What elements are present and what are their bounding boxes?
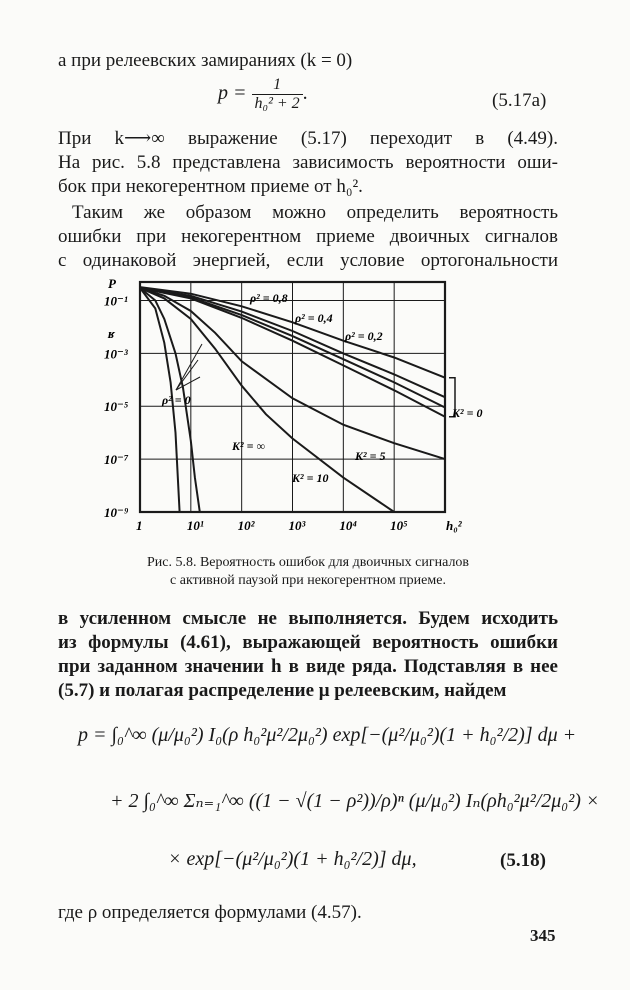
equation-5-18-line3: × exp[−(μ²/μ₀²)(1 + h₀²/2)] dμ, [168, 848, 417, 870]
text-line: При k⟶∞ выражение (5.17) переходит в (4.49). [58, 128, 558, 149]
fraction: $\frac{1}{\text{h₀² + 2}}$ [252, 76, 303, 113]
text-line: при заданном значении h в виде ряда. Подставляя в нее [58, 656, 558, 677]
chart-labels [104, 276, 482, 533]
curve-annotation: K² = 10 [292, 471, 329, 485]
equation-number: (5.18) [500, 850, 546, 871]
page-number: 345 [530, 926, 556, 945]
curve-annotation: K² = ∞ [232, 439, 265, 453]
text-line: На рис. 5.8 представлена зависимость вероятности оши- [58, 152, 558, 173]
y-axis-label: P [108, 276, 116, 291]
y-tick-label: 10⁻¹ [104, 293, 128, 309]
y-tick-label: 10⁻⁷ [104, 452, 129, 468]
figure-caption: Рис. 5.8. Вероятность ошибок для двоичных сигналов с активной паузой при некогерентном приеме. [146, 555, 470, 588]
curve-annotation: K² = 0 [452, 406, 483, 420]
text-line: бок при некогерентном приеме от h₀². [58, 176, 363, 197]
text-line: из формулы (4.61), выражающей вероятность ошибки [58, 632, 558, 653]
x-tick-label: h₀² [446, 518, 462, 533]
x-tick-label: 10³ [288, 518, 306, 533]
x-tick-label: 10⁴ [339, 518, 357, 533]
curve-annotation: ρ² = 0 [162, 393, 191, 407]
x-tick-label: 10¹ [186, 518, 204, 533]
y-tick-label: 10⁻⁵ [104, 399, 129, 415]
curve-annotation: ρ² = 0,8 [250, 291, 288, 305]
x-tick-label: 10² [237, 518, 255, 533]
text-line: Таким же образом можно определить вероятность [72, 202, 558, 223]
text-line: где ρ определяется формулами (4.57). [58, 902, 362, 923]
equation-5-17a: p = $\frac{1}{\text{h₀² + 2}}$ . [218, 76, 308, 112]
y-tick-label: 10⁻³ [104, 346, 128, 362]
equation-5-18-line2: + 2 ∫₀^∞ Σₙ₌₁^∞ ((1 − √(1 − ρ²))/ρ)ⁿ (μ/μ₀²) Iₙ(ρh₀²μ²/2μ₀²) × [110, 790, 600, 812]
y-axis-mark: ʁ [108, 326, 115, 341]
text-line: (5.7) и полагая распределение μ релеевским, найдем [58, 680, 507, 701]
equation-number: (5.17а) [492, 90, 547, 111]
text-line: с одинаковой энергией, если условие ортогональности [58, 250, 558, 271]
figure-5-8-chart [100, 272, 500, 552]
x-tick-label: 10⁵ [390, 518, 408, 533]
x-tick-label: 1 [136, 518, 143, 533]
curve-annotation: ρ² = 0,2 [345, 329, 383, 343]
curve-annotation: K² = 5 [355, 449, 386, 463]
y-tick-label: 10⁻⁹ [104, 505, 129, 520]
equation-5-18-line1: p = ∫₀^∞ (μ/μ₀²) I₀(ρ h₀²μ²/2μ₀²) exp[−(μ²/μ₀²)(1 + h₀²/2)] dμ + [78, 724, 577, 746]
curve-annotation: ρ² = 0,4 [295, 311, 333, 325]
text-line: ошибки при некогерентном приеме двоичных сигналов [58, 226, 558, 247]
text-line: в усиленном смысле не выполняется. Будем исходить [58, 608, 558, 629]
text-line: а при релеевских замираниях (k = 0) [58, 50, 353, 71]
